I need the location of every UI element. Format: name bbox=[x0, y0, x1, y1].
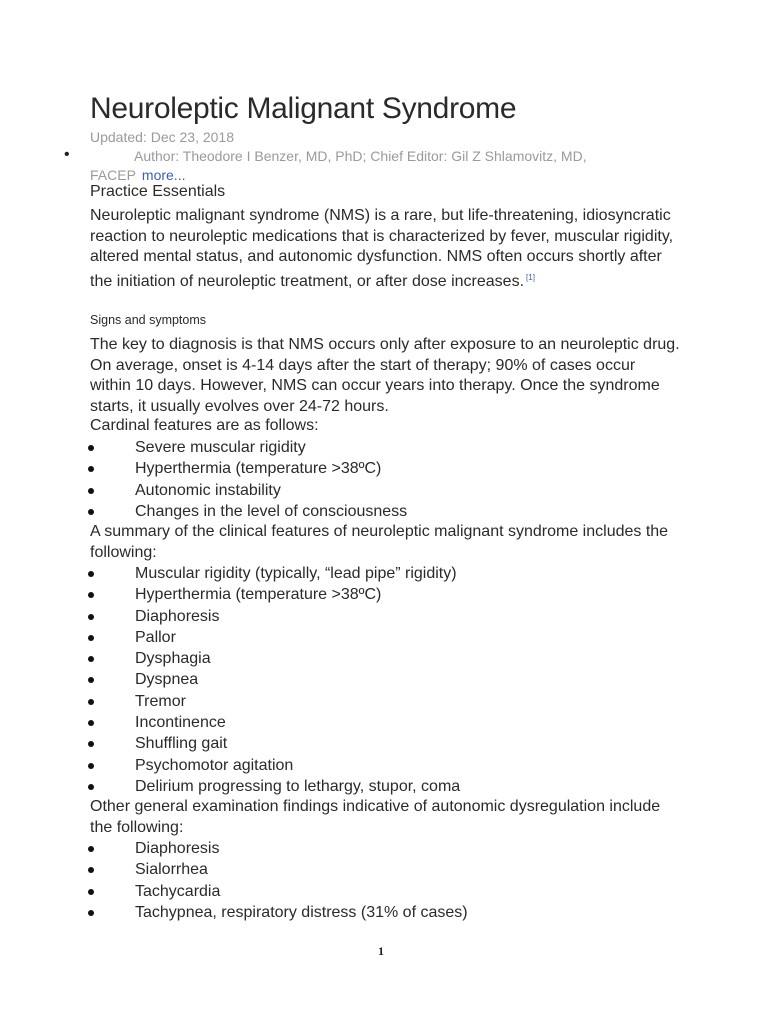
bullet-icon bbox=[88, 614, 94, 620]
list-item-text: Severe muscular rigidity bbox=[135, 439, 306, 456]
list-item bbox=[0, 501, 700, 522]
bullet-icon bbox=[88, 910, 94, 916]
bullet-icon bbox=[88, 741, 94, 747]
list-item bbox=[0, 733, 700, 754]
diagnosis-paragraph: The key to diagnosis is that NMS occurs only after exposure to an neuroleptic drug. On average, onset is 4-14 days after the start of therapy; 90% of cases occur within 10 days. However, NMS can occur years into therapy. Once the syndrome starts, it usually evolves over 24-72 hours. bbox=[90, 336, 680, 415]
author-bullet-icon: • bbox=[64, 146, 70, 163]
bullet-icon bbox=[88, 592, 94, 598]
list-item-text: Hyperthermia (temperature >38ºC) bbox=[135, 586, 382, 604]
bullet-icon bbox=[88, 488, 94, 494]
bullet-icon bbox=[88, 867, 94, 873]
section-heading-practice-essentials: Practice Essentials bbox=[90, 183, 226, 200]
bullet-icon bbox=[88, 699, 94, 705]
more-link[interactable]: more... bbox=[141, 167, 186, 183]
list-item-text: Shuffling gait bbox=[135, 735, 228, 753]
list-item bbox=[0, 712, 700, 733]
list-item bbox=[0, 902, 700, 923]
list-item bbox=[0, 776, 700, 797]
list-item bbox=[0, 480, 700, 501]
reference-link[interactable]: [1] bbox=[526, 272, 535, 282]
page-number: 1 bbox=[378, 944, 384, 958]
bullet-icon bbox=[88, 656, 94, 662]
list-item-text: Changes in the level of consciousness bbox=[135, 502, 408, 520]
list-item-text: Pallor bbox=[135, 628, 176, 646]
bullet-icon bbox=[88, 784, 94, 790]
list-item-text: Hyperthermia (temperature >38ºC) bbox=[135, 460, 382, 478]
cardinal-intro: Cardinal features are as follows: bbox=[90, 417, 319, 434]
list-item-text: Tremor bbox=[135, 692, 186, 710]
bullet-icon bbox=[88, 466, 94, 472]
list-item-text: Diaphoresis bbox=[135, 607, 220, 625]
intro-paragraph-text: Neuroleptic malignant syndrome (NMS) is a rare, but life-threatening, idiosyncratic reaction to neuroleptic medications that is characterized by fever, muscular rigidity, altered mental status, and autonomic dysfunction. NMS often occurs shortly after the initiation of neuroleptic treatment, or after dose increases. bbox=[90, 207, 674, 290]
list-item bbox=[0, 859, 700, 880]
bullet-icon bbox=[88, 846, 94, 852]
other-findings-intro: Other general examination findings indicative of autonomic dysregulation include the following: bbox=[90, 798, 661, 836]
list-item bbox=[0, 627, 700, 648]
list-item bbox=[0, 669, 700, 690]
list-item-text: Tachypnea, respiratory distress (31% of cases) bbox=[135, 903, 468, 921]
author-text: Author: Theodore I Benzer, MD, PhD; Chief Editor: Gil Z Shlamovitz, MD, FACEP bbox=[90, 148, 587, 183]
list-item-text: Incontinence bbox=[135, 714, 226, 732]
list-item bbox=[0, 691, 700, 712]
bullet-icon bbox=[88, 445, 94, 451]
list-item-text: Dyspnea bbox=[135, 671, 199, 689]
clinical-features-list bbox=[0, 563, 700, 797]
list-item bbox=[0, 838, 700, 859]
list-item-text: Sialorrhea bbox=[135, 861, 208, 879]
list-item-text: Psychomotor agitation bbox=[135, 756, 294, 774]
list-item bbox=[0, 606, 700, 627]
list-item bbox=[0, 755, 700, 776]
bullet-icon bbox=[88, 720, 94, 726]
bullet-icon bbox=[88, 763, 94, 769]
section-heading-signs-symptoms: Signs and symptoms bbox=[90, 313, 207, 327]
list-item-text: Muscular rigidity (typically, “lead pipe” rigidity) bbox=[135, 565, 457, 582]
list-item bbox=[0, 584, 700, 605]
list-item bbox=[0, 648, 700, 669]
summary-intro: A summary of the clinical features of neuroleptic malignant syndrome includes the following: bbox=[90, 523, 669, 561]
list-item-text: Autonomic instability bbox=[135, 481, 281, 499]
bullet-icon bbox=[88, 509, 94, 515]
bullet-icon bbox=[88, 571, 94, 577]
author-line bbox=[90, 147, 650, 185]
list-item-text: Dysphagia bbox=[135, 650, 211, 668]
list-item bbox=[0, 881, 700, 902]
intro-paragraph bbox=[90, 206, 680, 292]
bullet-icon bbox=[88, 677, 94, 683]
cardinal-features-list bbox=[0, 437, 700, 522]
list-item bbox=[0, 563, 700, 584]
list-item bbox=[0, 437, 700, 458]
list-item-text: Delirium progressing to lethargy, stupor, coma bbox=[135, 777, 461, 795]
page-title: Neuroleptic Malignant Syndrome bbox=[90, 92, 517, 125]
list-item-text: Diaphoresis bbox=[135, 840, 220, 857]
autonomic-findings-list bbox=[0, 838, 700, 923]
list-item-text: Tachycardia bbox=[135, 882, 221, 900]
updated-date: Updated: Dec 23, 2018 bbox=[90, 129, 234, 145]
bullet-icon bbox=[88, 889, 94, 895]
bullet-icon bbox=[88, 635, 94, 641]
list-item bbox=[0, 458, 700, 479]
